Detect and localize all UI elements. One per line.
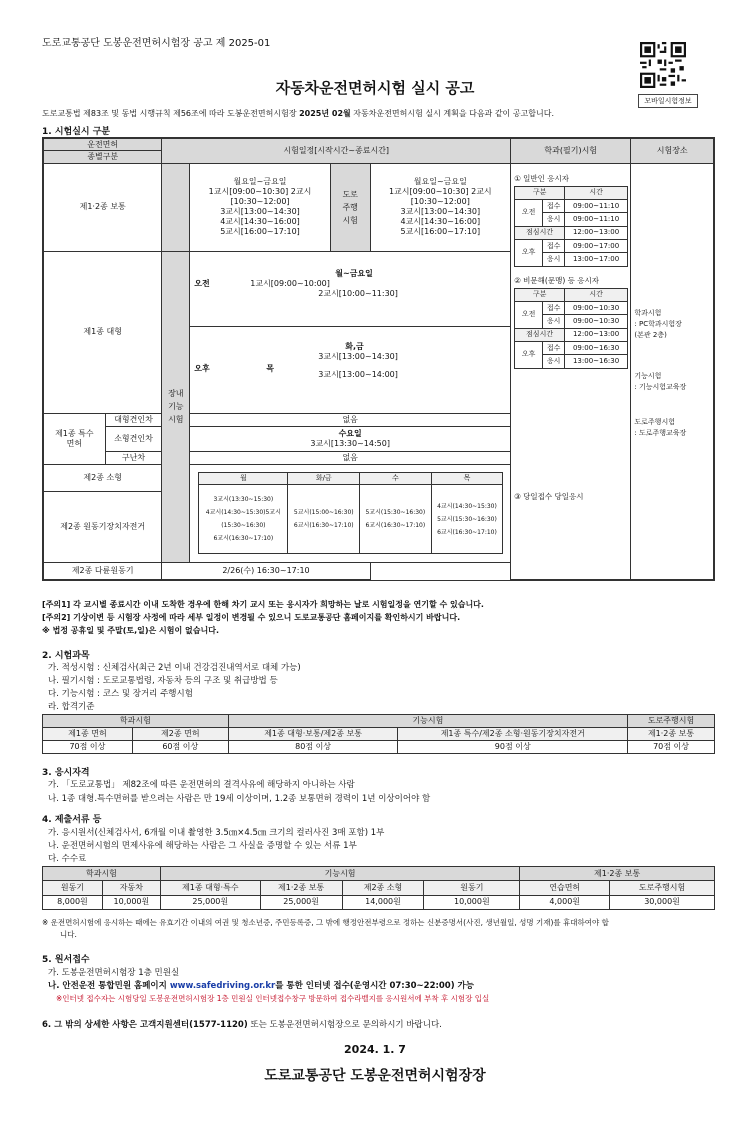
header-place: 시험장소: [631, 139, 714, 164]
id-note: ※ 운전면허시험에 응시하는 때에는 유효기간 이내의 여권 및 청소년증, 주민등록증, 그 밖에 행정안전부령으로 정하는 신분증명서(사진, 생년월일, 성명 기재)를 휴대하여야 합: [42, 918, 609, 927]
register-label: 접수: [543, 199, 565, 212]
header-written: 학과(필기)시험: [511, 139, 631, 164]
criteria-col: 제1종 면허: [43, 728, 133, 741]
general-time: 09:00~11:10: [565, 199, 628, 212]
section2-item: 가. 적성시험 : 신체검사(최근 2년 이내 건강검진내역서로 대체 가능): [48, 663, 301, 673]
large-am-cell: [190, 251, 511, 326]
page-title: 자동차운전면허시험 실시 공고: [275, 79, 475, 97]
fee-col: 도로주행시험: [610, 881, 715, 895]
criteria-group: 기능시험: [228, 715, 627, 728]
note-2: [주의2] 기상이변 등 시험장 사정에 따라 세부 일정이 변경될 수 있으니 도로교통공단 홈페이지를 확인하시기 바랍니다.: [42, 613, 461, 622]
criteria-group: 도로주행시험: [628, 715, 715, 728]
fee-col: 연습면허: [520, 881, 610, 895]
written-test-cell: [511, 163, 631, 579]
section2-title: 2. 시험과목: [42, 651, 90, 661]
row-tow-large: 대형견인차: [105, 413, 162, 426]
fee-col: 제2종 소형: [342, 881, 424, 895]
section2-item: 다. 기능시험 : 코스 및 장거리 주행시험: [48, 689, 193, 699]
pm-label: 오후: [515, 239, 543, 266]
schedule-table: [42, 137, 715, 581]
header-kind: 종별구분: [44, 151, 162, 163]
id-note-cont: 니다.: [60, 930, 77, 939]
fee-table: [42, 866, 715, 910]
written-disabled-table: [514, 288, 628, 369]
written-general-table: [514, 186, 628, 267]
fee-group: 제1·2종 보통: [520, 867, 715, 881]
fee-val: 25,000원: [260, 895, 342, 909]
tow-small-time: 3교시[13:30~14:50]: [310, 438, 390, 448]
criteria-val: 80점 이상: [228, 741, 398, 754]
criteria-group: 학과시험: [43, 715, 229, 728]
moped-day: 월: [199, 473, 288, 485]
moped-cell: [190, 465, 511, 562]
road-test-label: 도로 주행 시험: [330, 163, 370, 251]
disabled-time: 09:00~16:30: [565, 341, 628, 354]
disabled-time: 09:00~10:30: [565, 301, 628, 314]
section4-item: 나. 운전면허시험의 면제사유에 해당하는 사람은 그 사실을 증명할 수 있는 서류 1부: [48, 841, 357, 851]
criteria-col: 제1종 대형·보통/제2종 보통: [228, 728, 398, 741]
notice-number: 도로교통공단 도봉운전면허시험장 공고 제 2025-01: [42, 38, 271, 49]
col-kind: 구분: [515, 186, 565, 199]
course-schedule: 월요일~금요일 1교시[09:00~10:30] 2교시 [10:30~12:00] 3교시[13:00~14:30] 4교시[14:30~16:00] 5교시[16:00~17:10]: [190, 163, 331, 251]
section5-title: 5. 원서접수: [42, 955, 90, 965]
header-license: 운전면허: [44, 139, 162, 151]
other-schedule: 2/26(수) 16:30~17:10: [162, 562, 370, 580]
wrecker-none: 없음: [190, 451, 511, 464]
moped-wed: 5교시(15:30~16:30) 6교시(16:30~17:10): [360, 485, 432, 554]
general-time: 09:00~17:00: [565, 239, 628, 252]
row-class2-small: 제2종 소형: [44, 465, 162, 492]
criteria-col: 제1종 특수/제2종 소형·원동기장치자전거: [398, 728, 628, 741]
general-time: 13:00~17:00: [565, 253, 628, 266]
row-class1-large: 제1종 대형: [44, 251, 162, 413]
large-pm-cell: [190, 326, 511, 413]
moped-day: 목: [431, 473, 503, 485]
col-kind: 구분: [515, 288, 565, 301]
qr-label: 모바일시험정보: [638, 94, 698, 108]
notice-date: 2024. 1. 7: [344, 1043, 406, 1056]
tow-small-cell: [190, 427, 511, 452]
row-class12: 제1·2종 보통: [44, 163, 162, 251]
section2-item: 나. 필기시험 : 도로교통법령, 자동차 등의 구조 및 취급방법 등: [48, 676, 278, 686]
fee-col: 원동기: [43, 881, 103, 895]
am-label: 오전: [515, 301, 543, 328]
section3-item: 가. 「도로교통법」 제82조에 따른 운전면허의 결격사유에 해당하지 아니하는 사람: [48, 780, 355, 790]
pass-criteria-table: [42, 714, 715, 754]
register-label: 접수: [543, 239, 565, 252]
large-pm-days: 화,금: [345, 341, 364, 351]
col-time: 시간: [565, 288, 628, 301]
section5-item1: 가. 도봉운전면허시험장 1층 민원실: [48, 968, 180, 978]
criteria-col: 제2종 면허: [132, 728, 228, 741]
col-time: 시간: [565, 186, 628, 199]
large-am-label: 오전: [194, 278, 210, 288]
exam-label: 응시: [543, 355, 565, 368]
large-am-s2: 2교시[10:00~11:30]: [318, 288, 398, 298]
row-wrecker: 구난차: [105, 451, 162, 464]
register-label: 접수: [543, 301, 565, 314]
fee-val: 4,000원: [520, 895, 610, 909]
large-pm-label: 오후: [194, 363, 210, 373]
large-pm-day: 목: [266, 363, 274, 373]
fee-col: 제1·2종 보통: [260, 881, 342, 895]
fee-val: 10,000원: [102, 895, 160, 909]
intro-text: 도로교통법 제83조 및 동법 시행규칙 제56조에 따라 도봉운전면허시험장 2025년 02월 자동차운전면허시험 실시 계획을 다음과 같이 공고합니다.: [42, 109, 555, 118]
large-pm-s1: 3교시[13:00~14:30]: [318, 351, 398, 361]
road-schedule: 월요일~금요일 1교시[09:00~10:30] 2교시 [10:30~12:00] 3교시[13:00~14:30] 4교시[14:30~16:00] 5교시[16:00~17:10]: [370, 163, 511, 251]
register-label: 접수: [543, 341, 565, 354]
disabled-time: 09:00~10:30: [565, 315, 628, 328]
moped-day: 수: [360, 473, 432, 485]
note-1: [주의1] 각 교시별 종료시간 이내 도착한 경우에 한해 차기 교시 또는 응시자가 희망하는 날로 시험일정을 연기할 수 있습니다.: [42, 600, 484, 609]
moped-mon: 3교시(13:30~15:30) 4교시(14:30~15:30)5교시 (15:30~16:30) 6교시(16:30~17:10): [199, 485, 288, 554]
criteria-col: 제1·2종 보통: [628, 728, 715, 741]
moped-table: [198, 472, 503, 554]
place-road: 도로주행시험 : 도로주행교육장: [634, 417, 687, 437]
lunch-label: 점심시간: [515, 328, 565, 341]
moped-day: 화/금: [288, 473, 360, 485]
disabled-time: 12:00~13:00: [565, 328, 628, 341]
fee-val: 25,000원: [160, 895, 260, 909]
criteria-val: 60점 이상: [132, 741, 228, 754]
tow-large-none: 없음: [190, 413, 511, 426]
section6: 6. 그 밖의 상세한 사항은 고객지원센터(1577-1120) 또는 도봉운전면허시험장으로 문의하시기 바랍니다.: [42, 1020, 442, 1030]
fee-val: 14,000원: [342, 895, 424, 909]
issuer: 도로교통공단 도봉운전면허시험장장: [264, 1068, 486, 1084]
notes: [42, 598, 484, 637]
internet-note: ※인터넷 접수자는 시험당일 도봉운전면허시험장 1층 민원실 인터넷접수창구 방문하여 접수라벨지를 응시원서에 부착 후 시험장 입실: [56, 994, 490, 1003]
fee-col: 원동기: [424, 881, 520, 895]
large-pm-s2: 3교시[13:00~14:00]: [318, 369, 398, 379]
fee-group: 학과시험: [43, 867, 161, 881]
section3-title: 3. 응시자격: [42, 768, 90, 778]
section5-item2: 나. 안전운전 통합민원 홈페이지 www.safedriving.or.kr를 통한 인터넷 접수(운영시간 07:30~22:00) 가능: [48, 981, 474, 991]
section4-item: 다. 수수료: [48, 854, 87, 864]
exam-label: 응시: [543, 253, 565, 266]
large-am-days: 월~금요일: [335, 268, 373, 278]
criteria-val: 70점 이상: [43, 741, 133, 754]
general-time: 12:00~13:00: [565, 226, 628, 239]
pm-label: 오후: [515, 341, 543, 368]
place-cell: [631, 163, 714, 579]
exam-label: 응시: [543, 315, 565, 328]
course-test-label: 장내 기능 시험: [162, 251, 190, 562]
course-spacer: [162, 163, 190, 251]
section4-item: 가. 응시원서(신체검사서, 6개월 이내 촬영한 3.5㎝×4.5㎝ 크기의 컬러사진 3매 포함) 1부: [48, 828, 385, 838]
exam-label: 응시: [543, 213, 565, 226]
section4-title: 4. 제출서류 등: [42, 815, 102, 825]
fee-col: 제1종 대형·특수: [160, 881, 260, 895]
place-written: 학과시험 : PC학과시험장 (본관 2층): [634, 308, 682, 339]
am-label: 오전: [515, 199, 543, 226]
fee-val: 10,000원: [424, 895, 520, 909]
row-class2-other: 제2종 다륜원동기: [44, 562, 162, 580]
written-general-title: ① 일반인 응시자: [514, 173, 570, 183]
disabled-time: 13:00~16:30: [565, 355, 628, 368]
moped-tuefri: 5교시(15:00~16:30) 6교시(16:30~17:10): [288, 485, 360, 554]
section1-title: 1. 시험실시 구분: [42, 127, 111, 137]
row-tow-small: 소형견인차: [105, 427, 162, 452]
fee-group: 기능시험: [160, 867, 519, 881]
tow-small-day: 수요일: [338, 428, 362, 438]
section3-item: 나. 1종 대형.특수면허를 받으려는 사람은 만 19세 이상이며, 1.2종 보통면허 경력이 1년 이상이어야 함: [48, 794, 431, 804]
criteria-val: 70점 이상: [628, 741, 715, 754]
place-course: 기능시험 : 기능시험교육장: [634, 371, 687, 391]
header-schedule: 시험일정[시작시간~종료시간]: [162, 139, 511, 164]
large-am-s1: 1교시[09:00~10:00]: [250, 278, 330, 288]
written-disabled-title: ② 비문해(문맹) 등 응시자: [514, 275, 600, 285]
row-class2-moped: 제2종 원동기장치자전거: [44, 492, 162, 562]
fee-val: 8,000원: [43, 895, 103, 909]
fee-col: 자동차: [102, 881, 160, 895]
written-same-day: ③ 당일접수 당일응시: [514, 491, 584, 501]
moped-thu: 4교시(14:30~15:30) 5교시(15:30~16:30) 6교시(16:30~17:10): [431, 485, 503, 554]
section2-item: 라. 합격기준: [48, 702, 95, 712]
row-special: 제1종 특수 면허: [44, 413, 106, 464]
fee-val: 30,000원: [610, 895, 715, 909]
note-3: ※ 법정 공휴일 및 주말(토,일)은 시험이 없습니다.: [42, 626, 219, 635]
safedriving-link[interactable]: www.safedriving.or.kr: [169, 981, 276, 991]
lunch-label: 점심시간: [515, 226, 565, 239]
criteria-val: 90점 이상: [398, 741, 628, 754]
general-time: 09:00~11:10: [565, 213, 628, 226]
